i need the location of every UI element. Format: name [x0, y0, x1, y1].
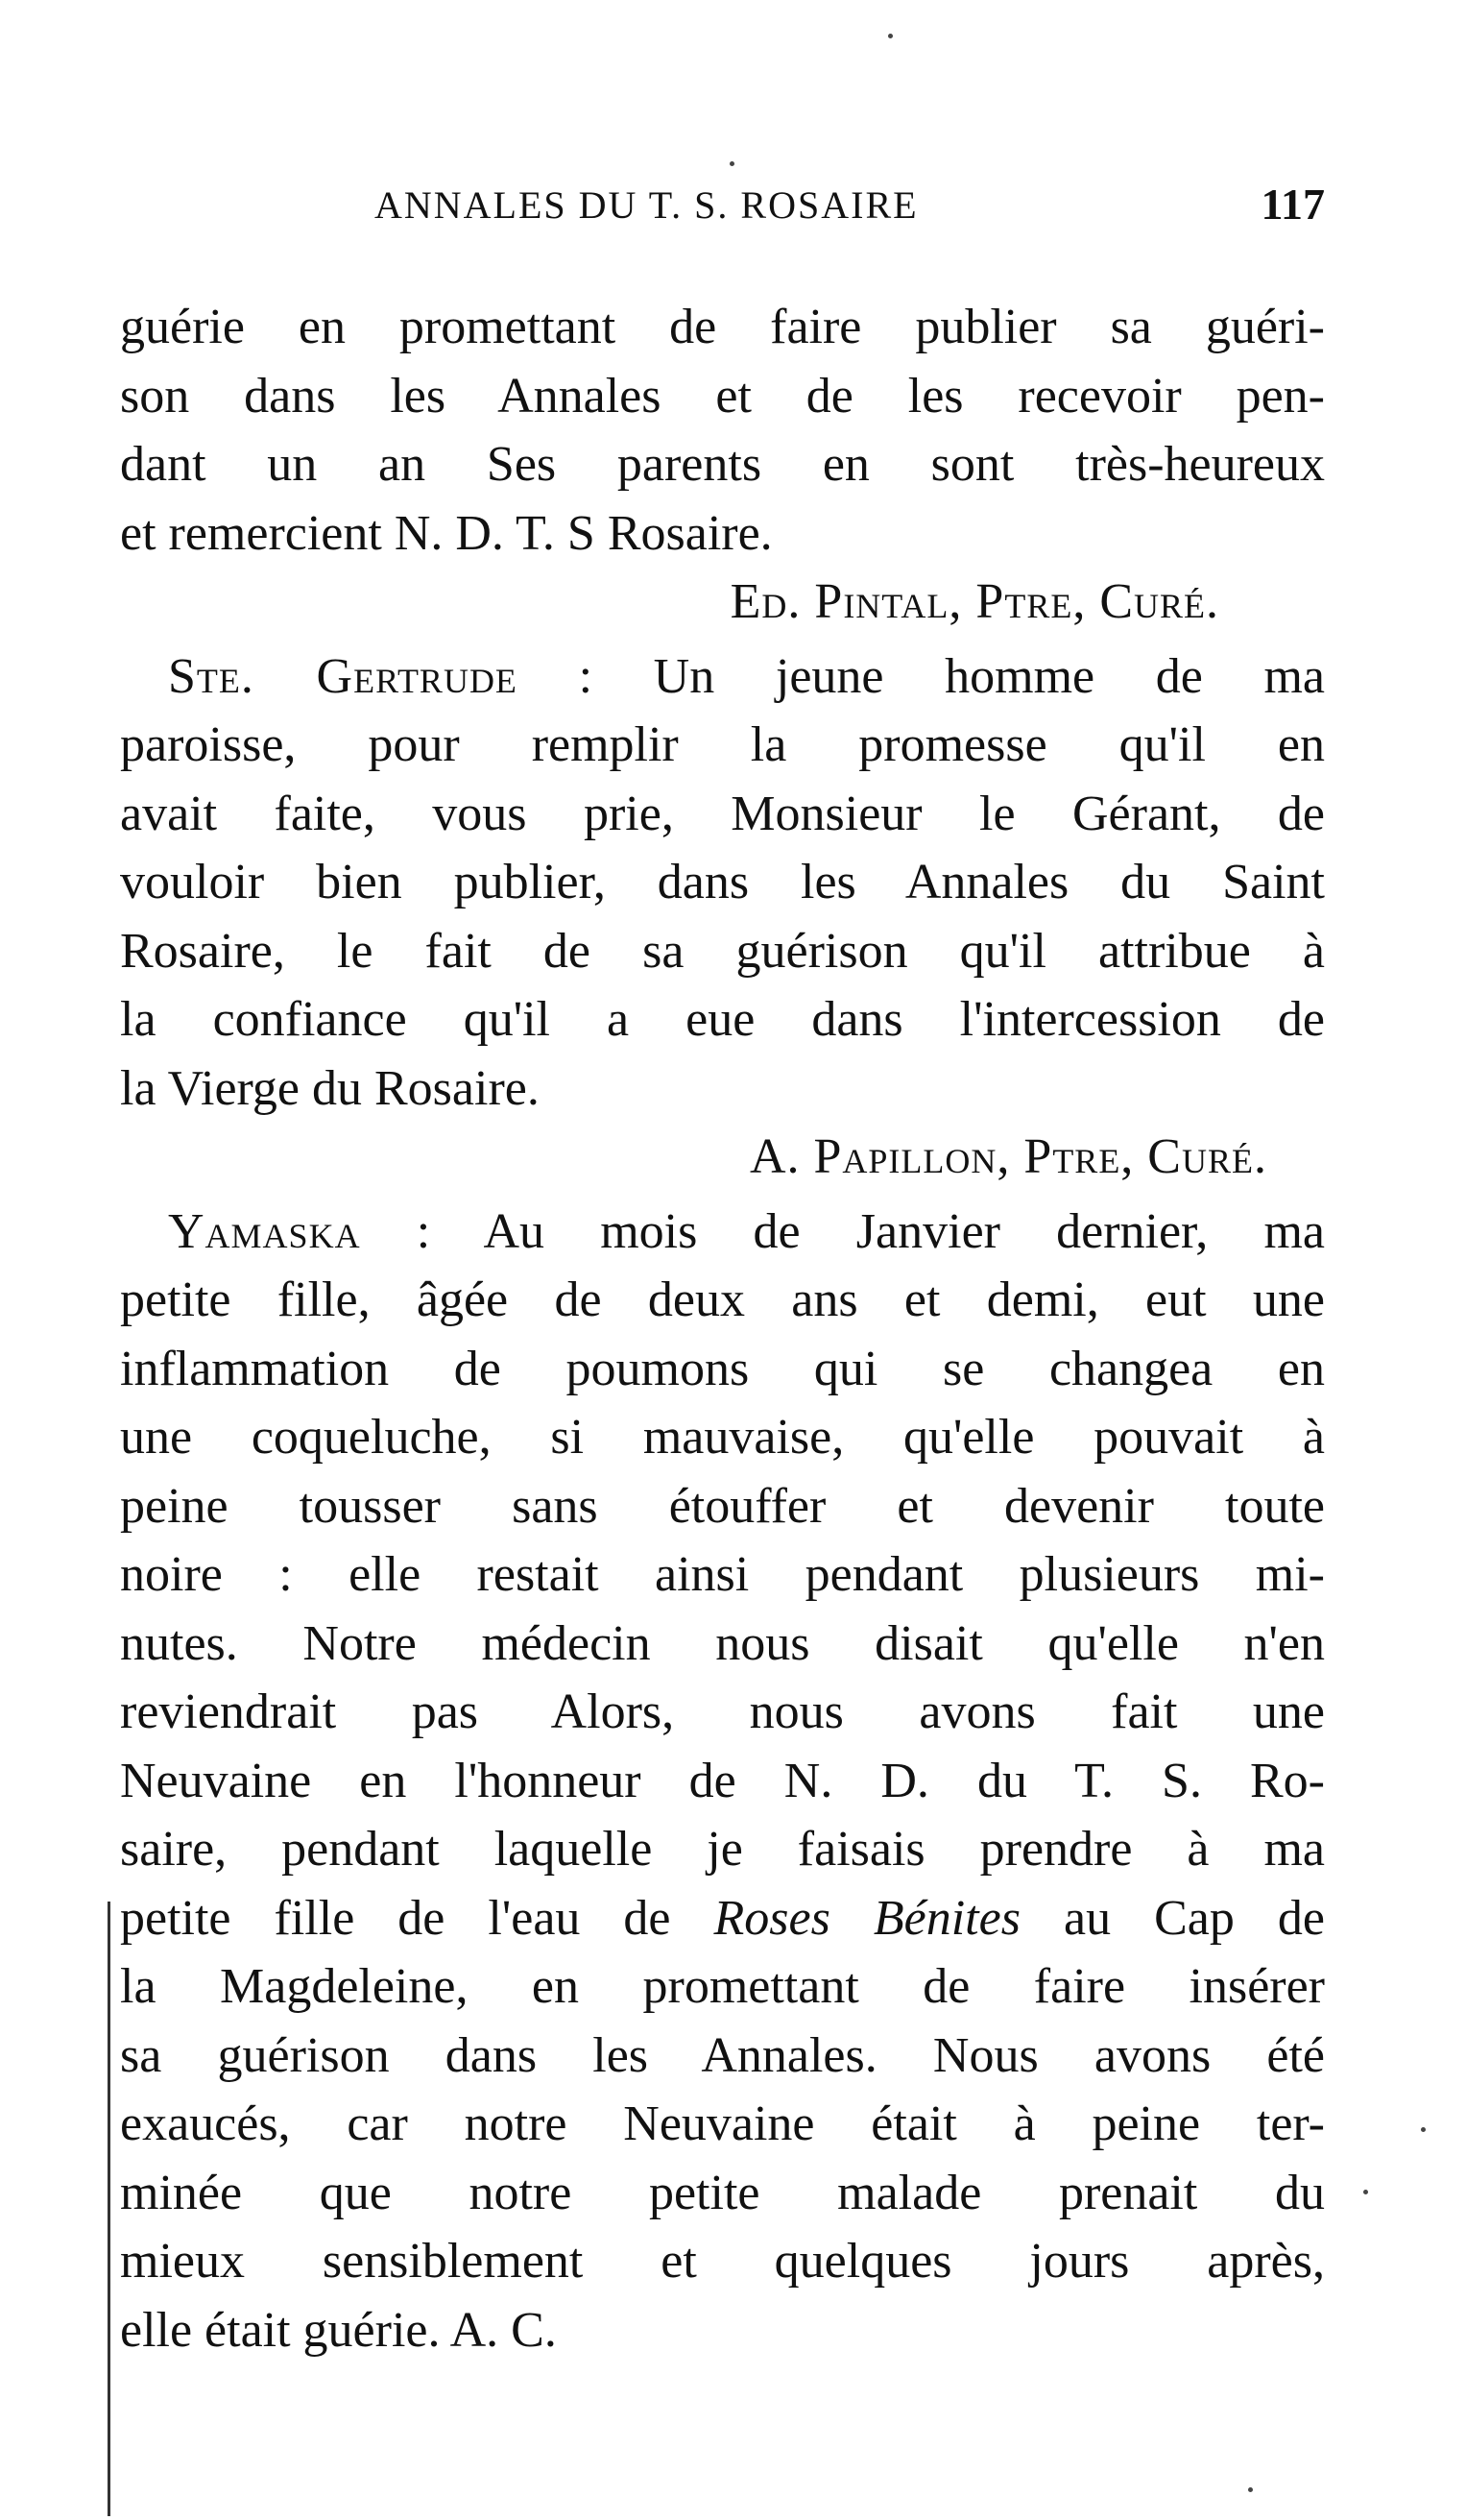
text-line: Neuvaine en l'honneur de N. D. du T. S. Ro- [120, 1753, 1325, 1808]
text-line: une coqueluche, si mauvaise, qu'elle pouvait à [120, 1410, 1325, 1465]
print-speck [888, 34, 893, 38]
text-line: mieux sensiblement et quelques jours après, [120, 2234, 1325, 2289]
text-line [120, 1884, 1325, 1953]
text-line: exaucés, car notre Neuvaine était à peine ter- [120, 2096, 1325, 2151]
text-line: nutes. Notre médecin nous disait qu'elle n'en [120, 1615, 1325, 1671]
text-line: guérie en promettant de faire publier sa guéri- [120, 300, 1325, 354]
text-line: la confiance qu'il a eue dans l'intercession de [120, 992, 1325, 1047]
body-text [120, 293, 1325, 2364]
margin-rule [108, 1902, 110, 2516]
text-line: paroisse, pour remplir la promesse qu'il en [120, 717, 1325, 772]
page-number: 117 [1261, 180, 1325, 229]
text-line: saire, pendant laquelle je faisais prendre à ma [120, 1822, 1325, 1877]
text-line [120, 642, 1325, 712]
signature-text: A. Papillon, Ptre, Curé. [749, 1129, 1267, 1184]
text-line: la Magdeleine, en promettant de faire insérer [120, 1959, 1325, 2014]
place-name: Yamaska [168, 1203, 361, 1259]
text-line: la Vierge du Rosaire. [120, 1060, 540, 1116]
italic-text: Roses Bénites [713, 1890, 1021, 1946]
signature-text: Ed. Pintal, Ptre, Curé. [730, 574, 1219, 629]
text-segment: au Cap de [1020, 1890, 1325, 1946]
text-line: petite fille, âgée de deux ans et demi, eut une [120, 1272, 1325, 1327]
text-line: sa guérison dans les Annales. Nous avons été [120, 2027, 1325, 2083]
text-segment: petite fille de l'eau de [120, 1890, 714, 1946]
text-line: minée que notre petite malade prenait du [120, 2165, 1325, 2220]
text-line: et remercient N. D. T. S Rosaire. [120, 505, 773, 561]
text-line: avait faite, vous prie, Monsieur le Gérant, de [120, 786, 1325, 841]
text-line: reviendrait pas Alors, nous avons fait une [120, 1684, 1325, 1739]
signature [120, 1123, 1325, 1192]
running-head: ANNALES DU T. S. ROSAIRE [374, 183, 919, 227]
text-line: inflammation de poumons qui se changea en [120, 1341, 1325, 1396]
page-header [120, 182, 1325, 240]
text-line: noire : elle restait ainsi pendant plusieurs mi- [120, 1547, 1325, 1602]
print-speck [730, 161, 734, 166]
text-line: son dans les Annales et de les recevoir pen- [120, 368, 1325, 424]
text-line [120, 1198, 1325, 1267]
text-line: elle était guérie. A. C. [120, 2302, 557, 2358]
text-segment: : Un jeune homme de ma [517, 648, 1325, 704]
signature [120, 568, 1325, 637]
print-speck [1421, 2127, 1426, 2132]
print-speck [1248, 2487, 1253, 2492]
text-segment: : Au mois de Janvier dernier, ma [360, 1203, 1325, 1259]
text-line: vouloir bien publier, dans les Annales du Saint [120, 855, 1325, 909]
place-name: Ste. Gertrude [168, 648, 517, 704]
print-speck [1363, 2190, 1368, 2194]
text-line: peine tousser sans étouffer et devenir toute [120, 1478, 1325, 1534]
text-line: dant un an Ses parents en sont très-heureux [120, 437, 1325, 492]
text-line: Rosaire, le fait de sa guérison qu'il attribue à [120, 923, 1325, 979]
